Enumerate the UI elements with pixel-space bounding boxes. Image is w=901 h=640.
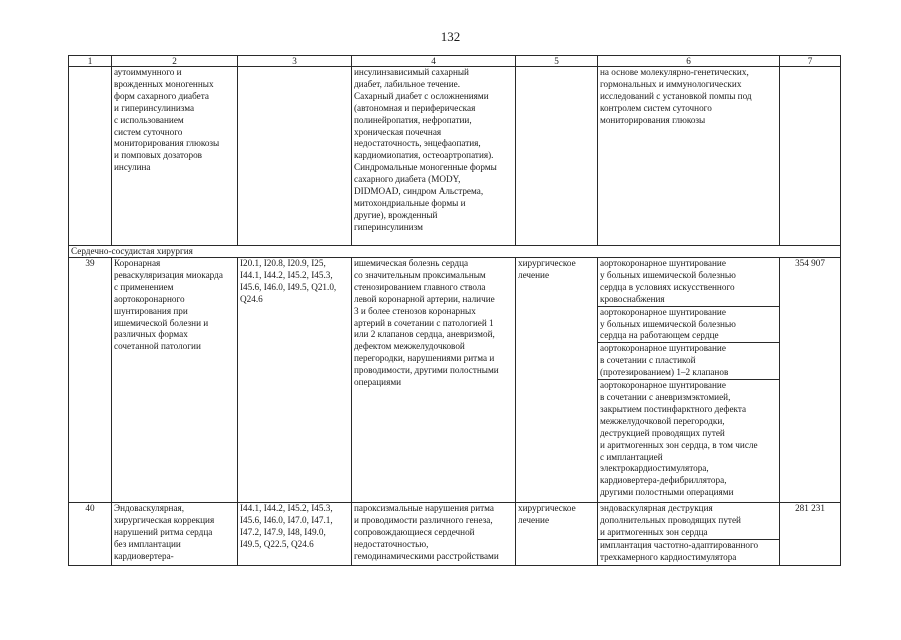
row-method: имплантация частотно-адаптированного трехкамерного кардиостимулятора <box>598 539 779 564</box>
header-col-7: 7 <box>780 56 841 67</box>
header-col-6: 6 <box>598 56 780 67</box>
row-treatment: хирургическое лечение <box>518 258 576 280</box>
row-codes: I20.1, I20.8, I20.9, I25, I44.1, I44.2, I45.2, I45.3, I45.6, I46.0, I49.5, Q21.0, Q24.6 <box>240 258 337 304</box>
row-model: пароксизмальные нарушения ритма и проводимости различного генеза, сопровождающиеся сердечной недостаточностью, гемодинамическими расстройствами <box>354 503 499 561</box>
row-model: ишемическая болезнь сердца со значительным проксимальным стенозированием главного ствола левой коронарной артерии, наличие 3 и более стенозов коронарных артерий в сочетании с патологией 1 или 2 клапанов сердца, аневризмой, дефектом межжелудочковой перегородки, нарушениями ритма и проводимости, другими полостными операциями <box>354 258 499 388</box>
table-row-40 <box>69 503 841 566</box>
continuation-model: инсулинзависимый сахарный диабет, лабильное течение. Сахарный диабет с осложнениями (автономная и периферическая полинейропатия, нефропатии, хроническая почечная недостаточность, энцефаопатия, кардиомиопатия, остеоартропатия). Синдромальные моногенные формы сахарного диабета (MODY, DIDMOAD, синдром Альстрема, митохондриальные формы и другие), врожденный гиперинсулинизм <box>354 67 497 232</box>
header-col-1: 1 <box>69 56 112 67</box>
row-number: 39 <box>69 258 112 503</box>
row-method: эндоваскулярная деструкция дополнительных проводящих путей и аритмогенных зон сердца <box>600 503 741 537</box>
section-title: Сердечно-сосудистая хирургия <box>69 246 841 258</box>
row-method: аортокоронарное шунтирование у больных ишемической болезнью сердца на работающем сердце <box>598 306 779 343</box>
row-method: аортокоронарное шунтирование в сочетании с пластикой (протезированием) 1–2 клапанов <box>598 342 779 379</box>
header-col-5: 5 <box>516 56 598 67</box>
row-price: 354 907 <box>780 258 841 503</box>
row-name: Коронарная реваскуляризация миокарда с применением аортокоронарного шунтирования при ишемической болезни и различных формах сочетанной патологии <box>114 258 223 352</box>
table-row-39 <box>69 258 841 503</box>
continuation-method: на основе молекулярно-генетических, гормональных и иммунологических исследований с установкой помпы под контролем систем суточного мониторирования глюкозы <box>600 67 752 125</box>
continuation-row <box>69 67 841 246</box>
row-number: 40 <box>69 503 112 566</box>
page-number: 132 <box>440 29 461 44</box>
header-col-2: 2 <box>112 56 238 67</box>
header-col-4: 4 <box>352 56 516 67</box>
header-col-3: 3 <box>238 56 352 67</box>
row-method: аортокоронарное шунтирование в сочетании с аневризмэктомией, закрытием постинфарктного дефекта межжелудочковой перегородки, деструкцией проводящих путей и аритмогенных зон сердца, в том числе с имплантацией электрокардиостимулятора, кардиовертера-дефибриллятора, другими полостными операциями <box>598 379 779 499</box>
row-method: аортокоронарное шунтирование у больных ишемической болезнью сердца в условиях искусственного кровоснабжения <box>600 258 736 304</box>
row-price: 281 231 <box>780 503 841 566</box>
procedures-table <box>68 55 841 566</box>
row-treatment: хирургическое лечение <box>518 503 576 525</box>
row-name: Эндоваскулярная, хирургическая коррекция нарушений ритма сердца без имплантации кардиовертера- <box>114 503 215 561</box>
table-header-row <box>69 56 841 67</box>
row-codes: I44.1, I44.2, I45.2, I45.3, I45.6, I46.0, I47.0, I47.1, I47.2, I47.9, I48, I49.0, I49.5, Q22.5, Q24.6 <box>240 503 333 549</box>
continuation-name: аутоиммунного и врожденных моногенных форм сахарного диабета и гиперинсулинизма с использованием систем суточного мониторирования глюкозы и помповых дозаторов инсулина <box>114 67 220 173</box>
section-row <box>69 246 841 258</box>
